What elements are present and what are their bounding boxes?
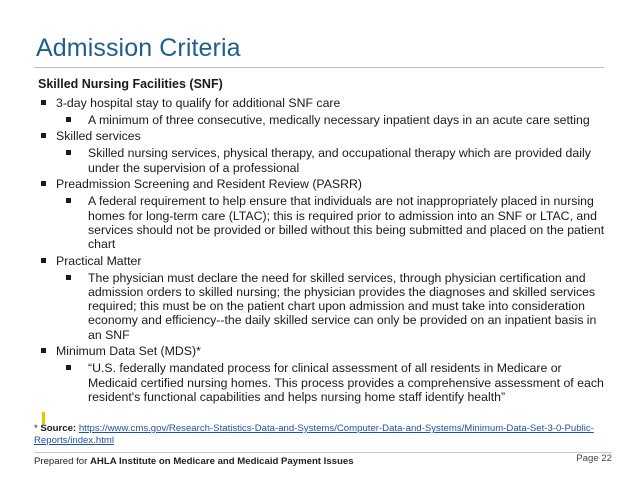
square-bullet-icon [41,348,46,353]
sub-bullet-item [38,271,610,342]
square-bullet-icon [66,275,71,280]
footer-divider [34,452,612,453]
bullet-item [38,344,610,358]
square-bullet-icon [41,100,46,105]
bullet-text: Skilled services [56,129,141,144]
bullet-text: Preadmission Screening and Resident Review (PASRR) [56,177,362,192]
sub-bullet-item [38,113,610,127]
sub-bullet-text: A minimum of three consecutive, medically necessary inpatient days in an acute care setting [88,112,590,127]
sub-bullet-text: “U.S. federally mandated process for clinical assessment of all residents in Medicare or Medicaid certified nursing homes. This process provides a comprehensive assessment of each resident's functional capabilities and helps nursing home staff identify health” [88,361,604,404]
sub-bullet-item [38,146,610,174]
source-label: Source: [40,423,77,434]
sub-bullet-text: The physician must declare the need for skilled services, through physician certification and admission orders to skilled nursing; the physician provides the diagnoses and skilled services required; this must be on the patient chart upon admission and must take into consideration economy and efficiency--the daily skilled service can only be provided on an inpatient basis in an SNF [88,270,597,342]
source-link[interactable]: https://www.cms.gov/Research-Statistics-Data-and-Systems/Computer-Data-and-Systems/Minimum-Data-Set-3-0-Public-Reports/index.html [34,423,594,446]
source-note [34,423,594,447]
bullet-text: Minimum Data Set (MDS)* [56,344,201,359]
bullet-item [38,129,610,143]
square-bullet-icon [66,198,71,203]
square-bullet-icon [41,181,46,186]
square-bullet-icon [41,258,46,263]
square-bullet-icon [41,133,46,138]
page-number: Page 22 [576,453,612,464]
square-bullet-icon [66,150,71,155]
sub-bullet-item [38,361,610,404]
square-bullet-icon [66,365,71,370]
bullet-list [38,93,610,404]
slide-title: Admission Criteria [36,34,241,62]
bullet-item [38,96,610,110]
source-prefix: * [34,423,41,434]
bullet-item [38,177,610,191]
title-divider [34,67,604,68]
bullet-text: 3-day hospital stay to qualify for additional SNF care [56,95,341,110]
sub-bullet-text: Skilled nursing services, physical therapy, and occupational therapy which are provided daily under the supervision of a professional [88,146,591,175]
square-bullet-icon [66,117,71,122]
bullet-item [38,254,610,268]
footer-prepared-for [34,456,354,467]
footer-prepared-label: Prepared for [34,456,88,467]
footer-organization: AHLA Institute on Medicare and Medicaid Payment Issues [90,456,354,467]
section-subtitle: Skilled Nursing Facilities (SNF) [38,77,223,91]
bullet-text: Practical Matter [56,253,142,268]
sub-bullet-item [38,194,610,251]
sub-bullet-text: A federal requirement to help ensure that individuals are not inappropriately placed in nursing homes for long-term care (LTAC); this is required prior to admission into an SNF or LTAC, and services should not be provided or billed without this being submitted and placed on the patient chart [88,194,605,251]
